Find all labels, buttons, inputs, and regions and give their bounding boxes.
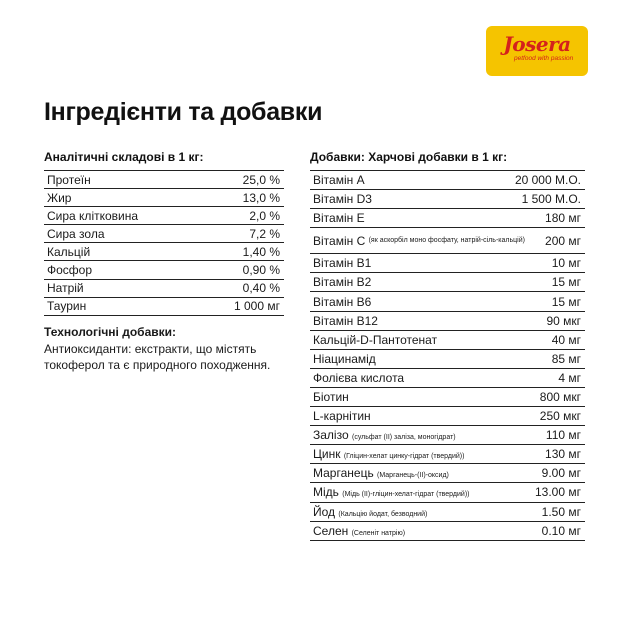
additive-row-name: Вітамін D3: [313, 192, 372, 207]
additive-row-label: [313, 256, 371, 270]
analytical-row-value: 1,40 %: [242, 244, 280, 259]
additive-row-name: L-карнітин: [313, 409, 371, 424]
additive-row-name: Мідь: [313, 485, 339, 500]
additive-row: [310, 522, 585, 541]
analytical-row-name: Фосфор: [47, 263, 93, 278]
analytical-table: [44, 170, 284, 316]
analytical-row: [44, 189, 284, 207]
additive-row-value: 15 мг: [551, 294, 581, 309]
additive-row-name: Біотин: [313, 389, 349, 404]
additive-row-label: [313, 233, 525, 248]
brand-tagline: petfood with passion: [514, 55, 574, 62]
analytical-row-value: 1 000 мг: [234, 299, 280, 314]
additive-row: [310, 369, 585, 388]
additive-row-value: 800 мкг: [539, 389, 581, 404]
additive-row: [310, 331, 585, 350]
additive-row-name: Вітамін В2: [313, 275, 372, 290]
analytical-row-name: Натрій: [47, 281, 84, 296]
analytical-row-value: 13,0 %: [242, 190, 280, 205]
additive-row-value: 20 000 М.О.: [514, 173, 581, 188]
analytical-row-name: Протеїн: [47, 172, 91, 187]
additive-row-name: Вітамін Е: [313, 211, 365, 226]
additive-row-value: 1 500 М.О.: [521, 192, 581, 207]
additive-row-label: [313, 275, 371, 289]
additive-row: [310, 209, 585, 228]
additive-row: [310, 445, 585, 464]
additive-row: [310, 292, 585, 311]
additive-row-name: Залізо: [313, 428, 349, 443]
additive-row-label: [313, 466, 449, 480]
additive-row-label: [313, 352, 376, 366]
additive-row: [310, 190, 585, 209]
additive-row: [310, 483, 585, 502]
additive-row-label: [313, 211, 365, 225]
additive-row-name: Вітамін В12: [313, 313, 378, 328]
analytical-row: [44, 207, 284, 225]
additive-row-value: 10 мг: [551, 256, 581, 271]
additive-row-value: 250 мкг: [539, 409, 581, 424]
additive-row: [310, 254, 585, 273]
additive-row: [310, 464, 585, 483]
additive-row-note: (Гліцин-хелат цинку-гідрат (твердий)): [343, 453, 465, 461]
additives-table: [310, 170, 585, 541]
additive-row: [310, 273, 585, 292]
additive-row-label: [313, 314, 378, 328]
analytical-row-value: 7,2 %: [249, 226, 280, 241]
additive-row-note: (Марганець-(II)-оксид): [377, 472, 449, 480]
additive-row-note: (Кальцію йодат, безводний): [338, 510, 428, 518]
additive-row-label: [313, 447, 464, 461]
analytical-row-name: Сира клітковина: [47, 208, 139, 223]
analytical-row: [44, 261, 284, 279]
additive-row-label: [313, 505, 427, 519]
additive-row-note: (сульфат (II) заліза, моногідрат): [351, 434, 456, 442]
additive-row-value: 85 мг: [551, 351, 581, 366]
analytical-row-value: 0,90 %: [242, 263, 280, 278]
additive-row-name: Вітамін В1: [313, 256, 372, 271]
brand-name: Josera: [503, 32, 571, 56]
additive-row: [310, 312, 585, 331]
additive-row-note: (Селеніт натрію): [351, 529, 406, 537]
additive-row-label: [313, 192, 372, 206]
technological-section: [44, 325, 294, 373]
additive-row-value: 4 мг: [558, 370, 581, 385]
additive-row-note: (як аскорбіл моно фосфату, натрій-сіль-кальцій): [368, 236, 525, 244]
additive-row-name: Вітамін С: [313, 233, 366, 248]
analytical-row-name: Таурин: [47, 299, 87, 314]
additive-row-name: Фолієва кислота: [313, 370, 405, 385]
additive-row-label: [313, 428, 456, 442]
technological-text: Антиоксиданти: екстракти, що містять токоферол та є природного походження.: [44, 342, 271, 372]
additive-row-value: 110 мг: [545, 428, 581, 443]
additive-row-value: 200 мг: [545, 233, 581, 248]
additive-row-value: 15 мг: [551, 275, 581, 290]
additive-row: [310, 228, 585, 254]
additive-row: [310, 388, 585, 407]
additive-row: [310, 503, 585, 522]
additive-row-label: [313, 390, 349, 404]
additive-row-name: Вітамін В6: [313, 294, 372, 309]
analytical-row-value: 2,0 %: [249, 208, 280, 223]
additive-row-name: Йод: [313, 504, 336, 519]
additive-row-label: [313, 173, 365, 187]
analytical-row-value: 0,40 %: [242, 281, 280, 296]
additive-row-label: [313, 333, 437, 347]
additive-row: [310, 426, 585, 445]
analytical-row-value: 25,0 %: [242, 172, 280, 187]
technological-heading: Технологічні добавки:: [44, 325, 176, 339]
analytical-row-name: Сира зола: [47, 226, 105, 241]
analytical-row: [44, 280, 284, 298]
analytical-row-name: Кальцій: [47, 244, 91, 259]
additive-row: [310, 350, 585, 369]
additive-row-label: [313, 295, 371, 309]
additive-row-name: Цинк: [313, 447, 341, 462]
analytical-row: [44, 298, 284, 316]
additive-row-value: 90 мкг: [546, 313, 581, 328]
analytical-row: [44, 225, 284, 243]
additive-row: [310, 171, 585, 190]
analytical-row: [44, 243, 284, 261]
page-title: Інгредієнти та добавки: [44, 98, 323, 126]
additive-row-label: [313, 485, 470, 499]
additive-row-value: 9.00 мг: [541, 466, 581, 481]
additive-row: [310, 407, 585, 426]
additive-row-label: [313, 371, 404, 385]
additive-row-name: Кальцій-D-Пантотенат: [313, 332, 438, 347]
additive-row-name: Марганець: [313, 466, 374, 481]
analytical-heading: Аналітичні складові в 1 кг:: [44, 150, 204, 164]
additive-row-name: Селен: [313, 523, 349, 538]
brand-logo: [486, 26, 588, 76]
analytical-row: [44, 171, 284, 189]
additive-row-label: [313, 524, 405, 538]
additive-row-value: 13.00 мг: [535, 485, 581, 500]
additives-heading: Добавки: Харчові добавки в 1 кг:: [310, 150, 508, 164]
additive-row-name: Вітамін А: [313, 173, 365, 188]
analytical-row-name: Жир: [47, 190, 72, 205]
additive-row-value: 180 мг: [545, 211, 581, 226]
additive-row-label: [313, 409, 371, 423]
additive-row-value: 0.10 мг: [541, 523, 581, 538]
additive-row-value: 40 мг: [551, 332, 581, 347]
additive-row-name: Ніацинамід: [313, 351, 376, 366]
additive-row-note: (Мідь (II)-гліцин-хелат-гідрат (твердий)): [342, 491, 470, 499]
additive-row-value: 130 мг: [545, 447, 581, 462]
additive-row-value: 1.50 мг: [541, 504, 581, 519]
